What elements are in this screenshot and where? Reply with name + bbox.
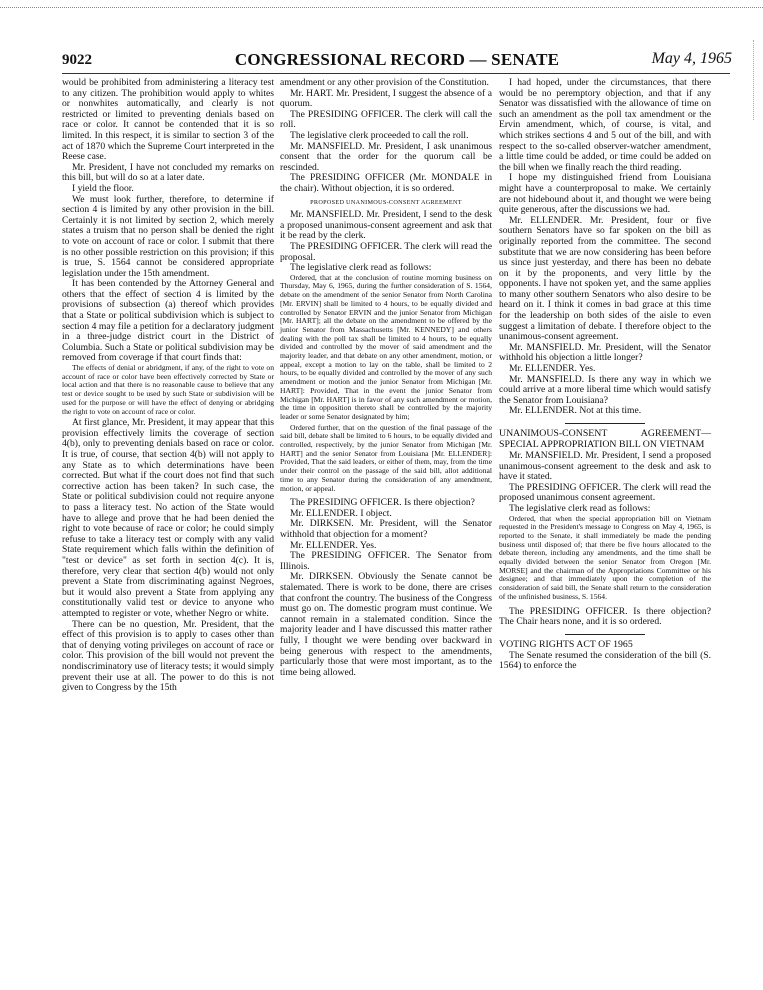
paragraph: Mr. HART. Mr. President, I suggest the absence of a quorum. [280, 87, 492, 110]
paragraph: Mr. DIRKSEN. Obviously the Senate cannot be stalemated. There is work to be done, there are crises that confront the country. The business of the Congress must go on. The domestic program must continue. We cannot remain in a stalemated condition. Since the majority leader and I have discussed this matter rather fully, I thought we were bending over backward in being generous with respect to the amendments, particularly those that were most important, as to the time being allowed. [280, 571, 492, 678]
paragraph: Mr. MANSFIELD. Mr. President, will the Senator withhold his objection a little longer? [499, 341, 711, 364]
paragraph: The legislative clerk proceeded to call the roll. [290, 129, 469, 141]
paragraph: I had hoped, under the circumstances, that there would be no peremptory objection, and that if any Senator was dissatisfied with the allowance of time on such an amendment as the poll tax amendment or the Ervin amendment, which, of course, is vital, and which strikes sections 4 and 5 out of the bill, and with respect to the so-called observer-watcher amendment, a little time could be added, or time could be added on the bill when we finally reach the third reading. [499, 77, 711, 173]
paragraph: The PRESIDING OFFICER. The clerk will read the proposed unanimous consent agreement. [499, 481, 711, 504]
paragraph: At first glance, Mr. President, it may appear that this provision effectively limits the coverage of section 4(b), only to preventing denials based on race or color. It is true, of course, that section 4(b) will not apply to any State as to which determinations have been corrected. But what if the court does not find that such corrective action has been taken? In such case, the State or political subdivision could not require anyone to pass a literacy test. No action of the State would have to allege and prove that he had been denied the right to vote because of race or color; he could simply refuse to take a literacy test or comply with any valid State requirement which falls within the definition of "test or device" as set forth in section 4(c). It is, therefore, very clear that section 4(b) would not only prevent a State from discriminating against Negroes, but it would also prevent a State from applying any constitutionally valid test or device to anyone who attempted to register or vote, whether Negro or white. [62, 417, 274, 619]
margin-mark [753, 40, 755, 120]
column-1 [62, 78, 274, 694]
paragraph: Mr. ELLENDER. Mr. President, four or five southern Senators have so far spoken on the bill as originally reported from the committee. The second substitute that we are now considering has been before us since just yesterday, and there has been no debate on it by the proponents, and very little by the opponents. I have not spoken yet, and the same applies to many other southern Senators who also desire to be heard on it. I think it comes in bad grace at this time for the leadership on both sides of the aisle to even suggest a limitation of debate. I therefore object to the unanimous-consent agreement. [499, 214, 711, 343]
column-2 [280, 78, 492, 678]
paragraph: The PRESIDING OFFICER. The Senator from Illinois. [280, 550, 492, 572]
paragraph: The PRESIDING OFFICER. Is there objection? The Chair hears none, and it is so ordered. [499, 605, 711, 628]
section-heading: VOTING RIGHTS ACT OF 1965 [499, 638, 633, 650]
paragraph: The PRESIDING OFFICER. The clerk will call the roll. [280, 108, 492, 131]
paragraph: Mr. ELLENDER. Yes. [290, 539, 377, 551]
column-3 [499, 78, 711, 672]
paragraph: The legislative clerk read as follows: [290, 262, 432, 274]
issue-date: May 4, 1965 [651, 50, 732, 67]
paragraph: Mr. ELLENDER. I object. [290, 507, 392, 519]
section-heading: UNANIMOUS-CONSENT AGREEMENT—SPECIAL APPROPRIATION BILL ON VIETNAM [499, 428, 711, 450]
quoted-excerpt: The effects of denial or abridgment, if any, of the right to vote on account of race or color have been effectively corrected by State or local action and that there is no reasonable cause to believe that any test or device sought to be used by such State or subdivision will be used for the purpose or will have the effect of denying or abridging the right to vote on account of race or color. [62, 363, 274, 416]
paragraph: There can be no question, Mr. President, that the effect of this provision is to apply to cases other than that of denying voting privileges on account of race or color. This provision of the bill would not prevent the nondiscriminatory use of literacy tests; it would simply prevent their use at all. The power to do this is not given to Congress by the 15th [62, 618, 274, 694]
paragraph: The legislative clerk read as follows: [509, 502, 651, 514]
paragraph: Mr. MANSFIELD. Mr. President, I send to the desk a proposed unanimous-consent agreement and ask that it be read by the clerk. [280, 209, 492, 242]
section-divider [565, 423, 645, 424]
paragraph: I yield the floor. [72, 182, 134, 194]
paragraph: The Senate resumed the consideration of the bill (S. 1564) to enforce the [499, 649, 711, 672]
subsection-heading: PROPOSED UNANIMOUS-CONSENT AGREEMENT [310, 198, 462, 206]
order-text: Ordered, that at the conclusion of routine morning business on Thursday, May 6, 1965, during the further consideration of S. 1564, debate on the amendment of the senior Senator from North Carolina [Mr. ERVIN] shall be limited to 4 hours, to be equally divided and controlled by Senator ERVIN and the junior Senator from Michigan [Mr. HART]; all the debate on the amendment to be offered by the junior Senator from Massachusetts [Mr. KENNEDY] and others dealing with the poll tax shall be limited to 4 hours, to be equally divided and controlled by the mover of said amendment and the majority leader, and that debate on any other amendment, motion, or appeal, except a motion to lay on the table, shall be limited to 2 hours, to be equally divided and controlled by the mover of any such amendment or motion and the junior Senator from Michigan [Mr. HART]: Provided, That in the event the junior Senator from Michigan [Mr. HART] is in favor of any such amendment or motion, the time in opposition thereto shall be controlled by the majority leader or some Senator designated by him; [280, 272, 492, 421]
paragraph: Mr. ELLENDER. Not at this time. [509, 405, 642, 417]
paragraph: Mr. President, I have not concluded my remarks on this bill, but will do so at a later date. [62, 161, 274, 184]
paragraph: amendment or any other provision of the Constitution. [280, 77, 489, 88]
paragraph: The PRESIDING OFFICER. The clerk will read the proposal. [280, 240, 492, 263]
paragraph: The PRESIDING OFFICER. Is there objection? [290, 497, 475, 509]
paragraph: The PRESIDING OFFICER (Mr. MONDALE in the chair). Without objection, it is so ordered. [280, 172, 492, 194]
order-text: Ordered further, that on the question of the final passage of the said bill, debate shall be limited to 6 hours, to be equally divided and controlled, respectively, by the junior Senator from Michigan [Mr. HART] and the senior Senator from Louisiana [Mr. ELLENDER]: Provided, That the said leaders, or either of them, may, from the time under their control on the passage of the said bill, allot additional time to any Senator during the consideration of any amendment, motion, or appeal. [280, 422, 492, 493]
page-number: 9022 [62, 52, 92, 68]
publication-title: CONGRESSIONAL RECORD — SENATE [234, 50, 560, 69]
top-dotted-border [0, 7, 763, 10]
paragraph: Mr. MANSFIELD. Mr. President, I ask unanimous consent that the order for the quorum call be rescinded. [280, 140, 492, 173]
paragraph: Mr. MANSFIELD. Is there any way in which we could arrive at a more liberal time which would satisfy the Senator from Louisiana? [499, 373, 711, 406]
paragraph: Mr. ELLENDER. Yes. [509, 363, 596, 375]
header-rule [62, 73, 730, 74]
paragraph: Mr. MANSFIELD. Mr. President, I send a proposed unanimous-consent agreement to the desk and ask to have it stated. [499, 450, 711, 483]
paragraph: It has been contended by the Attorney General and others that the effect of section 4 is limited by the provisions of subsection (a) thereof which provides that a State or political subdivision which is subject to section 4 may file a petition for a declaratory judgment in a three-judge district court in the District of Columbia. Such a State or political subdivision may be removed from coverage if that court finds that: [62, 278, 274, 364]
order-text: Ordered, that when the special appropriation bill on Vietnam requested in the President's message to Congress on May 4, 1965, is reported to the Senate, it shall immediately be made the pending business until disposed of; that there be five hours allocated to the debate thereon, including any amendments, and the time shall be equally divided between the senior Senator from Oregon [Mr. MORSE] and the chairman of the Appropriations Committee or his designee; and that immediately upon the completion of the consideration of said bill, the Senate shall return to the consideration of the unfinished business, S. 1564. [499, 513, 711, 601]
section-divider [565, 634, 645, 635]
paragraph: I hope my distinguished friend from Louisiana might have a counterproposal to make. We certainly are not hidebound about it, and thought we were being quite generous, after the discussions we had. [499, 172, 711, 216]
page-header [62, 50, 732, 72]
paragraph: Mr. DIRKSEN. Mr. President, will the Senator withhold that objection for a moment? [280, 518, 492, 541]
paragraph: would be prohibited from administering a literacy test to any citizen. The prohibition would apply to whites or nonwhites automatically, and clearly is not restricted or limited to preventing denials based on race or color. It cannot be contended that it is so limited. In this respect, it is similar to section 3 of the act of 1870 which the Supreme Court interpreted in the Reese case. [62, 77, 274, 163]
paragraph: We must look further, therefore, to determine if section 4 is limited by any other provision in the bill. Certainly it is not limited by section 2, which merely states a truism that no person shall be denied the right to vote on account of race or color. I submit that there is no other possible restriction on this provision; if this is true, S. 1564 cannot be considered appropriate legislation under the 15th amendment. [62, 193, 274, 279]
